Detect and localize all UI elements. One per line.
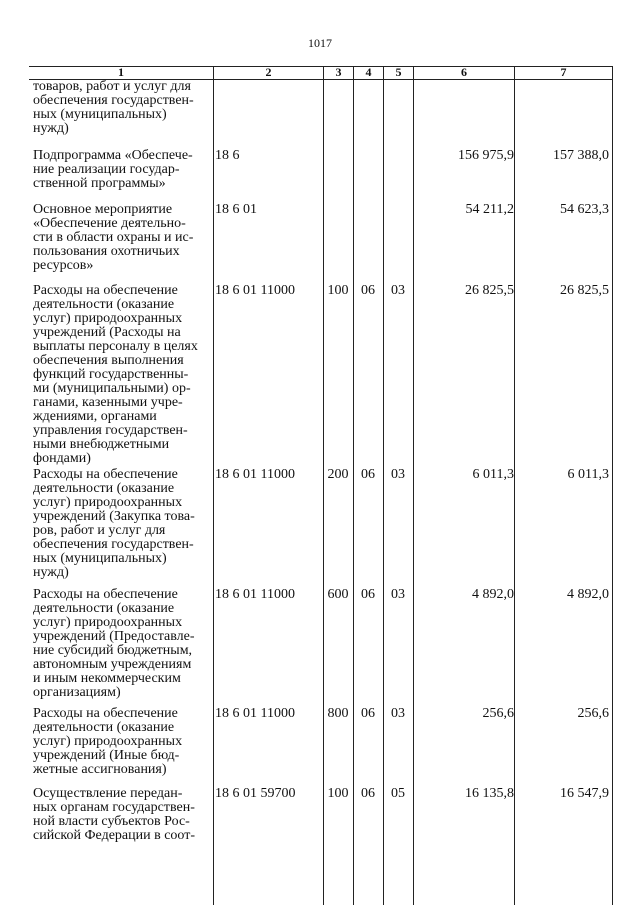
row-value-7: 54 623,3 [560,202,609,217]
row-value-6: 156 975,9 [458,148,514,163]
row-code: 18 6 01 59700 [215,786,296,801]
row-name: товаров, работ и услуг для обеспечения государствен- ных (муниципальных) нужд) [33,79,194,136]
header-col-7: 7 [560,65,567,79]
column-border [514,66,515,905]
row-code: 18 6 01 11000 [215,587,295,602]
row-value-6: 16 135,8 [465,786,514,801]
row-rz: 06 [361,467,375,482]
row-code: 18 6 01 11000 [215,467,295,482]
page-number: 1017 [308,36,332,50]
column-border [353,66,354,905]
row-rz: 06 [361,587,375,602]
row-name: Расходы на обеспечение деятельности (оказание услуг) природоохранных учреждений (Иные бюд- жетные ассигнования) [33,706,183,777]
row-name: Основное мероприятие «Обеспечение деятельно- сти в области охраны и ис- пользования охотничьих ресурсов» [33,202,194,273]
row-code: 18 6 01 11000 [215,706,295,721]
row-pr: 03 [391,467,405,482]
header-col-4: 4 [365,65,372,79]
column-border [612,66,613,905]
column-border [213,66,214,905]
row-name: Осуществление передан- ных органам государствен- ной власти субъектов Рос- сийской Федерации в соот- [33,786,196,843]
row-vr: 600 [327,587,349,602]
header-col-2: 2 [265,65,272,79]
row-rz: 06 [361,283,375,298]
row-value-7: 157 388,0 [553,148,609,163]
row-value-7: 4 892,0 [567,587,609,602]
row-value-6: 6 011,3 [472,467,514,482]
row-pr: 05 [391,786,405,801]
row-value-6: 256,6 [482,706,514,721]
row-name: Расходы на обеспечение деятельности (оказание услуг) природоохранных учреждений (Предоставле- ние субсидий бюджетным, автономным учреждениям и иным некоммерческим организациям) [33,587,195,700]
row-vr: 800 [327,706,349,721]
row-vr: 100 [327,786,349,801]
header-col-3: 3 [335,65,342,79]
row-code: 18 6 [215,148,240,163]
row-value-7: 16 547,9 [560,786,609,801]
header-col-1: 1 [118,65,124,79]
row-value-6: 4 892,0 [472,587,514,602]
column-border [383,66,384,905]
row-code: 18 6 01 11000 [215,283,295,298]
row-value-7: 256,6 [577,706,609,721]
row-vr: 100 [327,283,349,298]
row-value-7: 26 825,5 [560,283,609,298]
row-pr: 03 [391,706,405,721]
row-pr: 03 [391,283,405,298]
row-rz: 06 [361,786,375,801]
header-col-6: 6 [461,65,467,79]
row-value-6: 54 211,2 [465,202,514,217]
row-pr: 03 [391,587,405,602]
row-value-7: 6 011,3 [567,467,609,482]
row-name: Подпрограмма «Обеспече- ние реализации государ- ственной программы» [33,148,193,191]
row-name: Расходы на обеспечение деятельности (оказание услуг) природоохранных учреждений (Закупка това- ров, работ и услуг для обеспечения государствен- ных (муниципальных) нужд) [33,467,195,580]
column-border [413,66,414,905]
row-value-6: 26 825,5 [465,283,514,298]
row-code: 18 6 01 [215,202,257,217]
row-vr: 200 [327,467,349,482]
row-name: Расходы на обеспечение деятельности (оказание услуг) природоохранных учреждений (Расходы на выплаты персоналу в целях обеспечения выполнения функций государственны- ми (муниципальными) ор- ганами, казенными учре- ждениями, органами управления государствен- ными внебюджетными фондами) [33,283,198,466]
header-col-5: 5 [395,65,402,79]
column-border [323,66,324,905]
budget-table [29,66,613,905]
row-rz: 06 [361,706,375,721]
